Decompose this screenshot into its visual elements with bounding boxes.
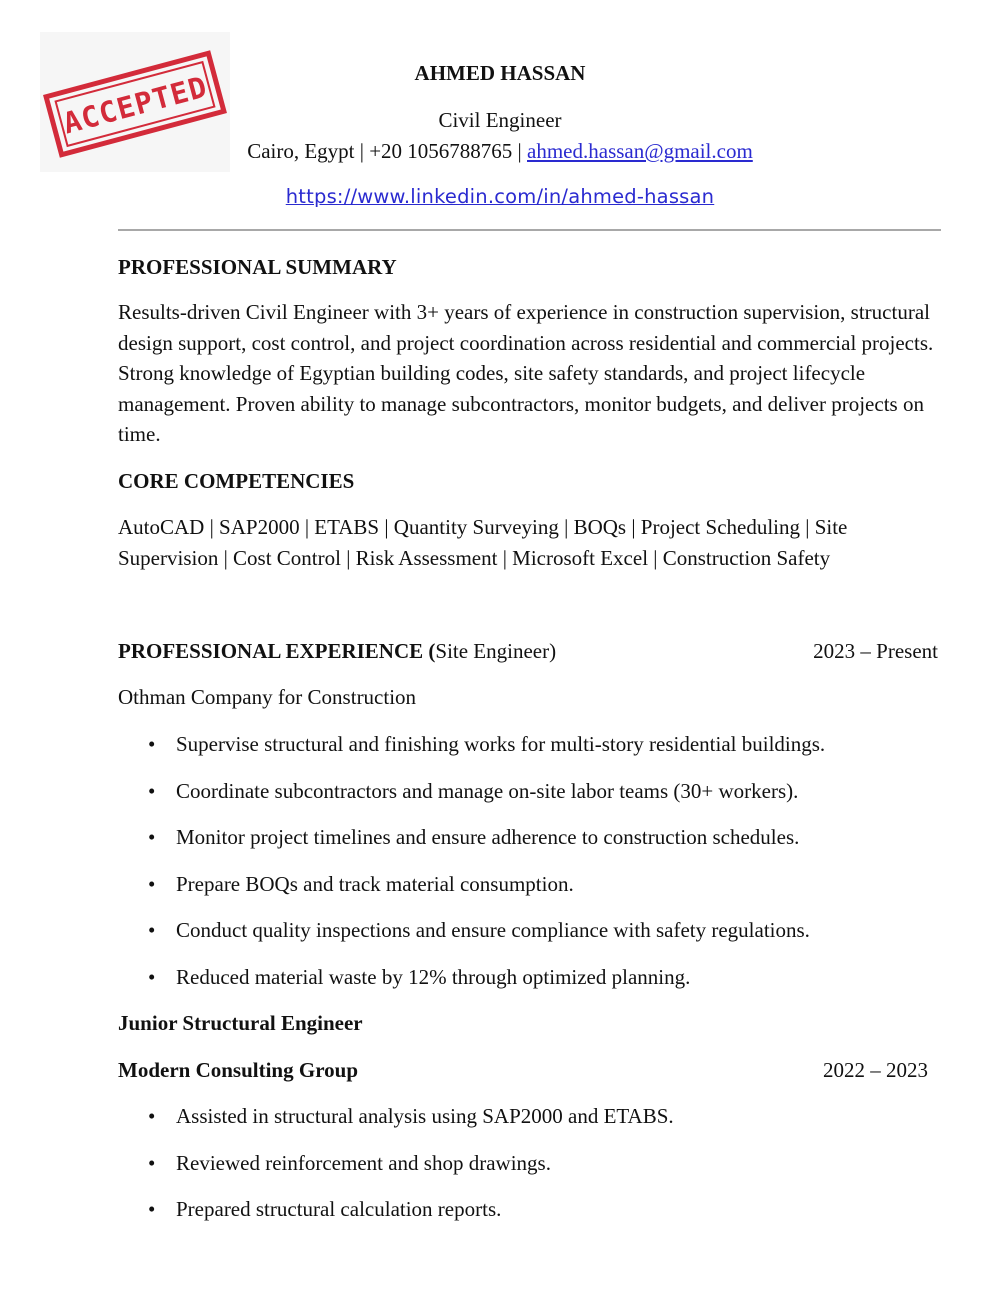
company-modern-consulting: Modern Consulting Group — [118, 1058, 358, 1082]
dates-current-role: 2023 – Present — [813, 639, 938, 663]
summary-heading: PROFESSIONAL SUMMARY — [118, 255, 397, 279]
bullet-icon: • — [148, 825, 156, 849]
experience-heading-line — [118, 636, 556, 666]
dates-previous-role: 2022 – 2023 — [823, 1058, 928, 1082]
list-item: • Supervise structural and finishing works for multi-story residential buildings. — [118, 729, 948, 776]
bullet-icon: • — [148, 964, 156, 989]
company-othman: Othman Company for Construction — [118, 685, 417, 709]
linkedin-link[interactable]: https://www.linkedin.com/in/ahmed-hassan — [285, 185, 715, 208]
list-item: • Coordinate subcontractors and manage on-site labor teams (30+ workers). — [118, 776, 948, 823]
summary-text: Results-driven Civil Engineer with 3+ years of experience in construction supervision, structural design support, cost control, and project coordination across residential and commercial projects. Strong knowledge of Egyptian building codes, site safety standards, and project lifecycle management. Proven ability to manage subcontractors, monitor budgets, and deliver projects on time. — [118, 300, 934, 446]
competencies-heading: CORE COMPETENCIES — [118, 469, 355, 493]
svg-text:ACCEPTED: ACCEPTED — [59, 69, 211, 141]
bullet-icon: • — [148, 1197, 156, 1221]
location-phone: Cairo, Egypt | +20 1056788765 | — [247, 139, 528, 163]
bullet-list-previous-role — [118, 1101, 948, 1241]
bullet-icon: • — [148, 732, 156, 756]
list-item: • Monitor project timelines and ensure adherence to construction schedules. — [118, 822, 948, 869]
list-item: • Prepared structural calculation reports. — [118, 1194, 948, 1241]
job-title: Civil Engineer — [438, 108, 562, 132]
bullet-list-current-role — [118, 729, 948, 1008]
role-junior-structural-engineer: Junior Structural Engineer — [118, 1011, 363, 1035]
bullet-icon: • — [148, 918, 156, 942]
role-site-engineer: Site Engineer) — [435, 639, 557, 663]
experience-heading: PROFESSIONAL EXPERIENCE ( — [118, 639, 436, 663]
list-item: • Conduct quality inspections and ensure compliance with safety regulations. — [118, 915, 948, 962]
email-link[interactable]: ahmed.hassan@gmail.com — [527, 139, 753, 163]
bullet-icon: • — [148, 778, 156, 803]
bullet-icon: • — [148, 1150, 156, 1175]
bullet-icon: • — [148, 1104, 156, 1128]
candidate-name: AHMED HASSAN — [414, 61, 586, 85]
list-item: • Assisted in structural analysis using SAP2000 and ETABS. — [118, 1101, 948, 1148]
competencies-text: AutoCAD | SAP2000 | ETABS | Quantity Surveying | BOQs | Project Scheduling | Site Supervision | Cost Control | Risk Assessment | Microsoft Excel | Construction Safety — [118, 515, 848, 570]
header-divider — [118, 229, 941, 231]
bullet-icon: • — [148, 871, 156, 896]
list-item: • Reviewed reinforcement and shop drawings. — [118, 1148, 948, 1195]
list-item: • Prepare BOQs and track material consumption. — [118, 869, 948, 916]
list-item: • Reduced material waste by 12% through optimized planning. — [118, 962, 948, 1009]
contact-line — [0, 136, 1000, 166]
linkedin-line — [0, 182, 1000, 214]
